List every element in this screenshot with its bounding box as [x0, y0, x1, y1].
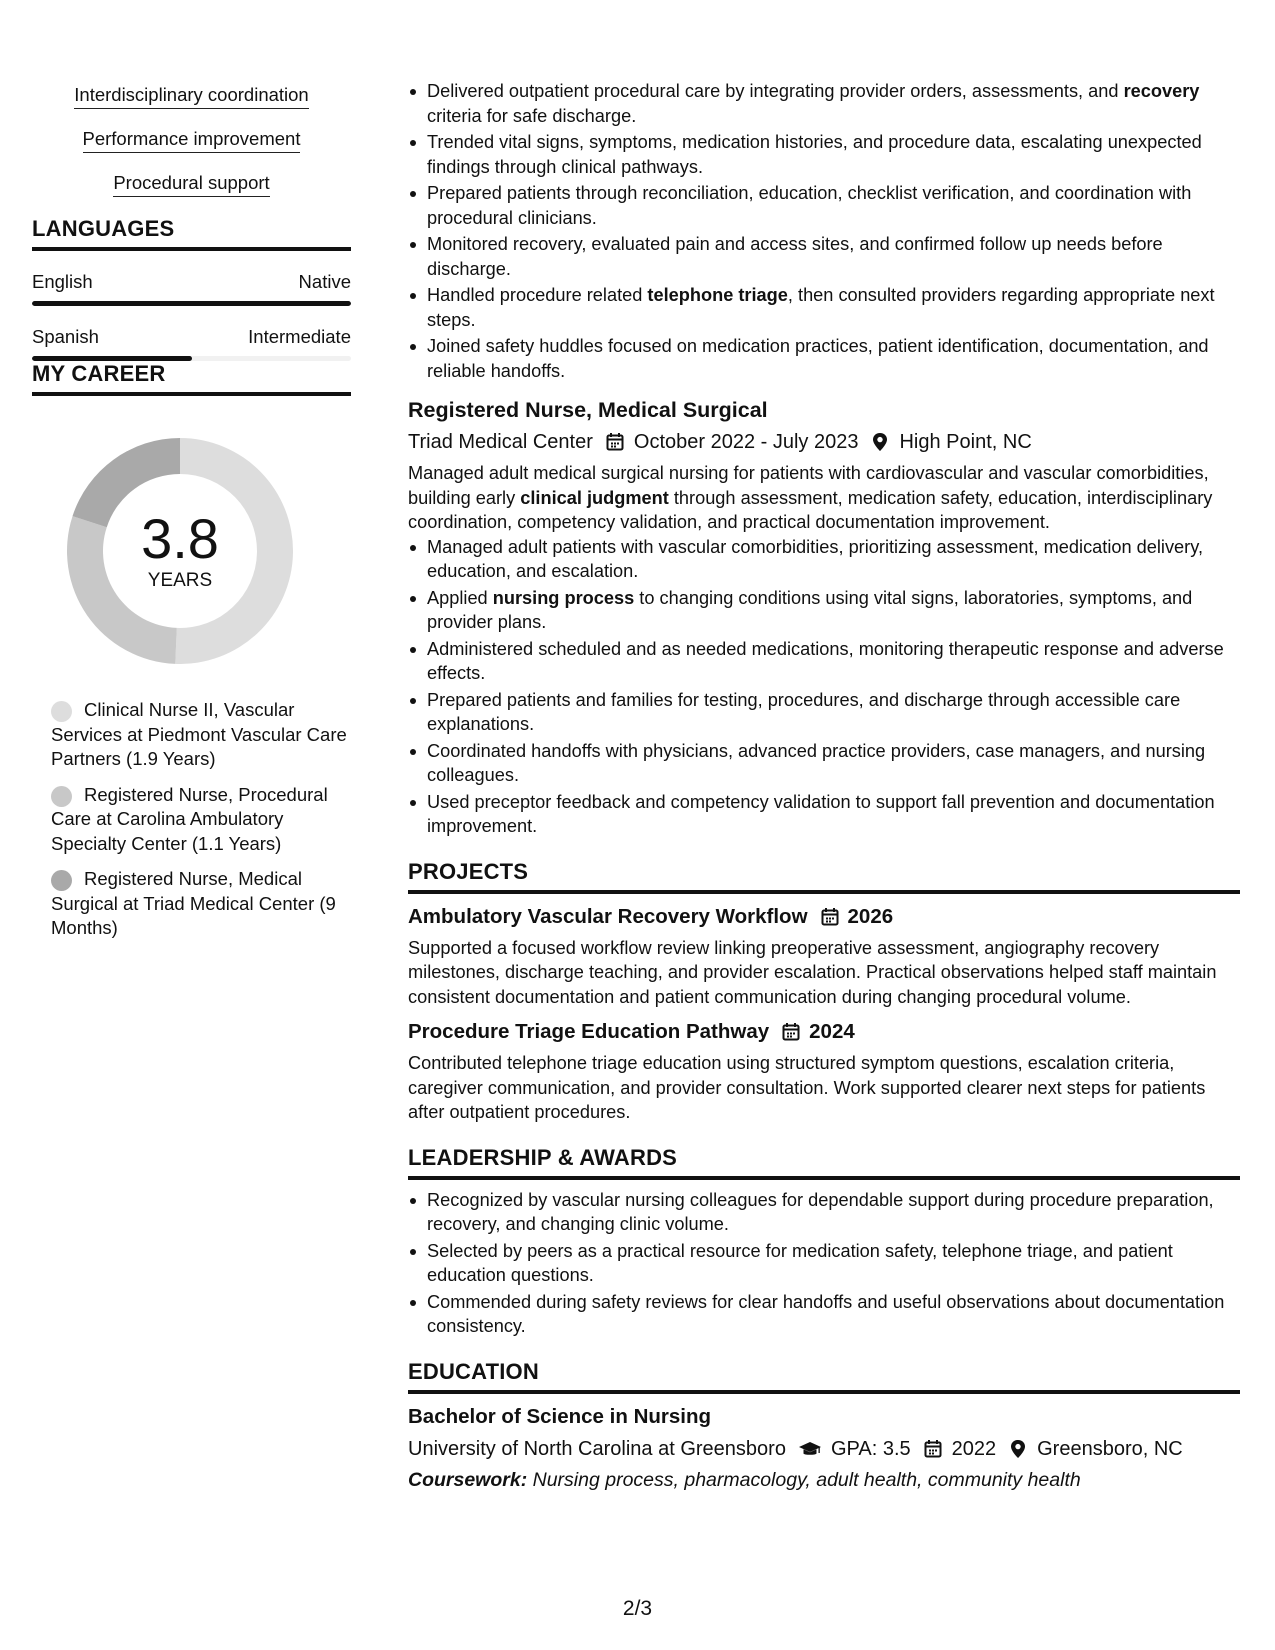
- career-heading: MY CAREER: [32, 361, 351, 396]
- text-run: Managed adult medical surgical nursing for patients with cardiovascular and vascular comorbidities, building early: [408, 463, 1209, 508]
- job-dates: October 2022 - July 2023: [633, 431, 859, 453]
- career-legend: [32, 698, 351, 941]
- language-level-bar: [32, 356, 351, 361]
- calendar-icon: [605, 432, 625, 452]
- coursework-text: Nursing process, pharmacology, adult health, community health: [532, 1468, 1081, 1491]
- job-summary: [408, 461, 1240, 535]
- job-title: Registered Nurse, Medical Surgical: [408, 398, 768, 422]
- language-level-bar: [32, 301, 351, 306]
- text-run: Applied: [427, 587, 493, 608]
- map-pin-icon: [1008, 1439, 1028, 1459]
- text-run: Managed adult patients with vascular comorbidities, prioritizing assessment, medication delivery, education, and escalation.: [427, 536, 1204, 581]
- text-run: Prepared patients and families for testing, procedures, and discharge through accessible care explanations.: [427, 689, 1181, 734]
- language-name: Spanish: [32, 326, 99, 347]
- bullet-item: [408, 535, 1240, 584]
- language-item: [32, 271, 351, 306]
- career-total-unit: YEARS: [147, 570, 213, 591]
- bold-keyword: clinical judgment: [520, 487, 669, 508]
- bullet-item: [408, 739, 1240, 788]
- language-row: [32, 271, 351, 293]
- bullet-item: [408, 181, 1240, 230]
- bold-keyword: nursing process: [492, 587, 635, 608]
- bullet-item: [408, 232, 1240, 281]
- graduation-cap-icon: [798, 1439, 822, 1459]
- text-run: Administered scheduled and as needed medications, monitoring therapeutic response and adverse effects.: [427, 638, 1224, 683]
- bullet-item: [408, 586, 1240, 635]
- legend-label: Registered Nurse, Procedural Care at Carolina Ambulatory Specialty Center (1.1 Years): [51, 783, 328, 854]
- calendar-icon: [781, 1022, 801, 1042]
- career-donut-chart: [67, 438, 293, 664]
- language-level-fill: [32, 301, 351, 306]
- awards-heading: LEADERSHIP & AWARDS: [408, 1145, 1240, 1180]
- language-row: [32, 326, 351, 348]
- education-degree: Bachelor of Science in Nursing: [408, 1404, 712, 1428]
- bullet-item: [408, 79, 1240, 128]
- education-meta: [408, 1436, 1240, 1462]
- text-run: Coordinated handoffs with physicians, advanced practice providers, case managers, and nursing colleagues.: [427, 740, 1206, 785]
- project-year: 2024: [809, 1020, 855, 1043]
- skill-tag: Interdisciplinary coordination: [74, 84, 308, 109]
- bullet-item: [408, 130, 1240, 179]
- bullet-item: [408, 334, 1240, 383]
- text-run: Trended vital signs, symptoms, medication histories, and procedure data, escalating unexpected findings through clinical pathways.: [427, 132, 1202, 177]
- text-run: Prepared patients through reconciliation, education, checklist verification, and coordination with procedural clinicians.: [427, 183, 1192, 228]
- skill-tag: Procedural support: [113, 172, 269, 197]
- languages-heading: LANGUAGES: [32, 216, 351, 251]
- calendar-icon: [923, 1439, 943, 1459]
- career-total: [67, 438, 293, 664]
- job-meta: [408, 429, 1240, 455]
- project-name: Procedure Triage Education Pathway: [408, 1020, 770, 1043]
- language-level: Native: [298, 271, 351, 292]
- text-run: to changing conditions using vital signs, laboratories, symptoms, and provider plans.: [427, 587, 1193, 632]
- career-total-years: 3.8: [141, 507, 219, 570]
- text-run: Delivered outpatient procedural care by integrating provider orders, assessments, and: [427, 81, 1124, 101]
- bold-keyword: telephone triage: [647, 285, 788, 305]
- project-title: [408, 1019, 1240, 1045]
- bullet-item: Selected by peers as a practical resource for medication safety, telephone triage, and patient education questions.: [408, 1239, 1240, 1288]
- legend-dot: [51, 701, 72, 722]
- career-legend-item: [51, 867, 351, 941]
- language-item: [32, 326, 351, 361]
- map-pin-icon: [870, 432, 890, 452]
- job-bullets: [408, 535, 1240, 839]
- bullet-item: Recognized by vascular nursing colleagues for dependable support during procedure preparation, recovery, and changing clinic volume.: [408, 1188, 1240, 1237]
- education-school: University of North Carolina at Greensboro: [408, 1437, 786, 1460]
- language-name: English: [32, 271, 93, 292]
- legend-label: Clinical Nurse II, Vascular Services at Piedmont Vascular Care Partners (1.9 Years): [51, 699, 347, 769]
- bullet-item: [408, 790, 1240, 839]
- legend-label: Registered Nurse, Medical Surgical at Triad Medical Center (9 Months): [51, 868, 336, 938]
- text-run: Joined safety huddles focused on medication practices, patient identification, documentation, and reliable handoffs.: [427, 336, 1209, 381]
- education-coursework: [408, 1467, 1240, 1493]
- languages-list: [32, 271, 351, 361]
- coursework-label: Coursework:: [408, 1468, 528, 1491]
- language-level-fill: [32, 356, 192, 361]
- left-column: [32, 84, 351, 952]
- bullet-item: [408, 688, 1240, 737]
- projects-heading: PROJECTS: [408, 859, 1240, 894]
- calendar-icon: [820, 907, 840, 927]
- project-description: Supported a focused workflow review linking preoperative assessment, angiography recovery milestones, discharge teaching, and provider escalation. Practical observations helped staff maintain consistent documentation and patient communication during changing procedural volume.: [408, 937, 1217, 1007]
- text-run: criteria for safe discharge.: [427, 105, 637, 126]
- bullet-item: Commended during safety reviews for clear handoffs and useful observations about documentation consistency.: [408, 1290, 1240, 1339]
- legend-dot: [51, 870, 72, 891]
- language-level: Intermediate: [248, 326, 351, 347]
- text-run: through assessment, medication safety, education, interdisciplinary coordination, competency validation, and practical documentation improvement.: [408, 487, 1213, 532]
- text-run: , then consulted providers regarding appropriate next steps.: [427, 285, 1215, 330]
- legend-dot: [51, 786, 72, 807]
- project-year: 2026: [847, 904, 894, 928]
- projects-list: [408, 904, 1240, 1125]
- right-column: [408, 79, 1240, 1493]
- skill-tag: Performance improvement: [83, 128, 301, 153]
- education-year: 2022: [951, 1437, 997, 1460]
- bullet-item: [408, 283, 1240, 332]
- text-run: Monitored recovery, evaluated pain and access sites, and confirmed follow up needs before discharge.: [427, 234, 1163, 279]
- career-legend-item: [51, 783, 351, 857]
- bold-keyword: recovery: [1123, 81, 1200, 101]
- job-location: High Point, NC: [899, 431, 1032, 453]
- text-run: Handled procedure related: [427, 285, 648, 305]
- education-heading: EDUCATION: [408, 1359, 1240, 1394]
- previous-job-bullets: [408, 79, 1240, 383]
- skills-list: [32, 84, 351, 216]
- bullet-item: [408, 637, 1240, 686]
- career-legend-item: [51, 698, 351, 772]
- awards-list: [408, 1188, 1240, 1339]
- project-title: [408, 904, 1240, 930]
- text-run: Used preceptor feedback and competency validation to support fall prevention and documentation improvement.: [427, 791, 1215, 836]
- job-employer: Triad Medical Center: [408, 431, 593, 453]
- project-description: Contributed telephone triage education using structured symptom questions, escalation criteria, caregiver communication, and provider consultation. Work supported clearer next steps for patients after outpatient procedures.: [408, 1053, 1206, 1122]
- project-name: Ambulatory Vascular Recovery Workflow: [408, 904, 808, 928]
- page-number: 2/3: [622, 1597, 653, 1620]
- education-gpa: GPA: 3.5: [830, 1437, 911, 1460]
- education-location: Greensboro, NC: [1037, 1437, 1183, 1460]
